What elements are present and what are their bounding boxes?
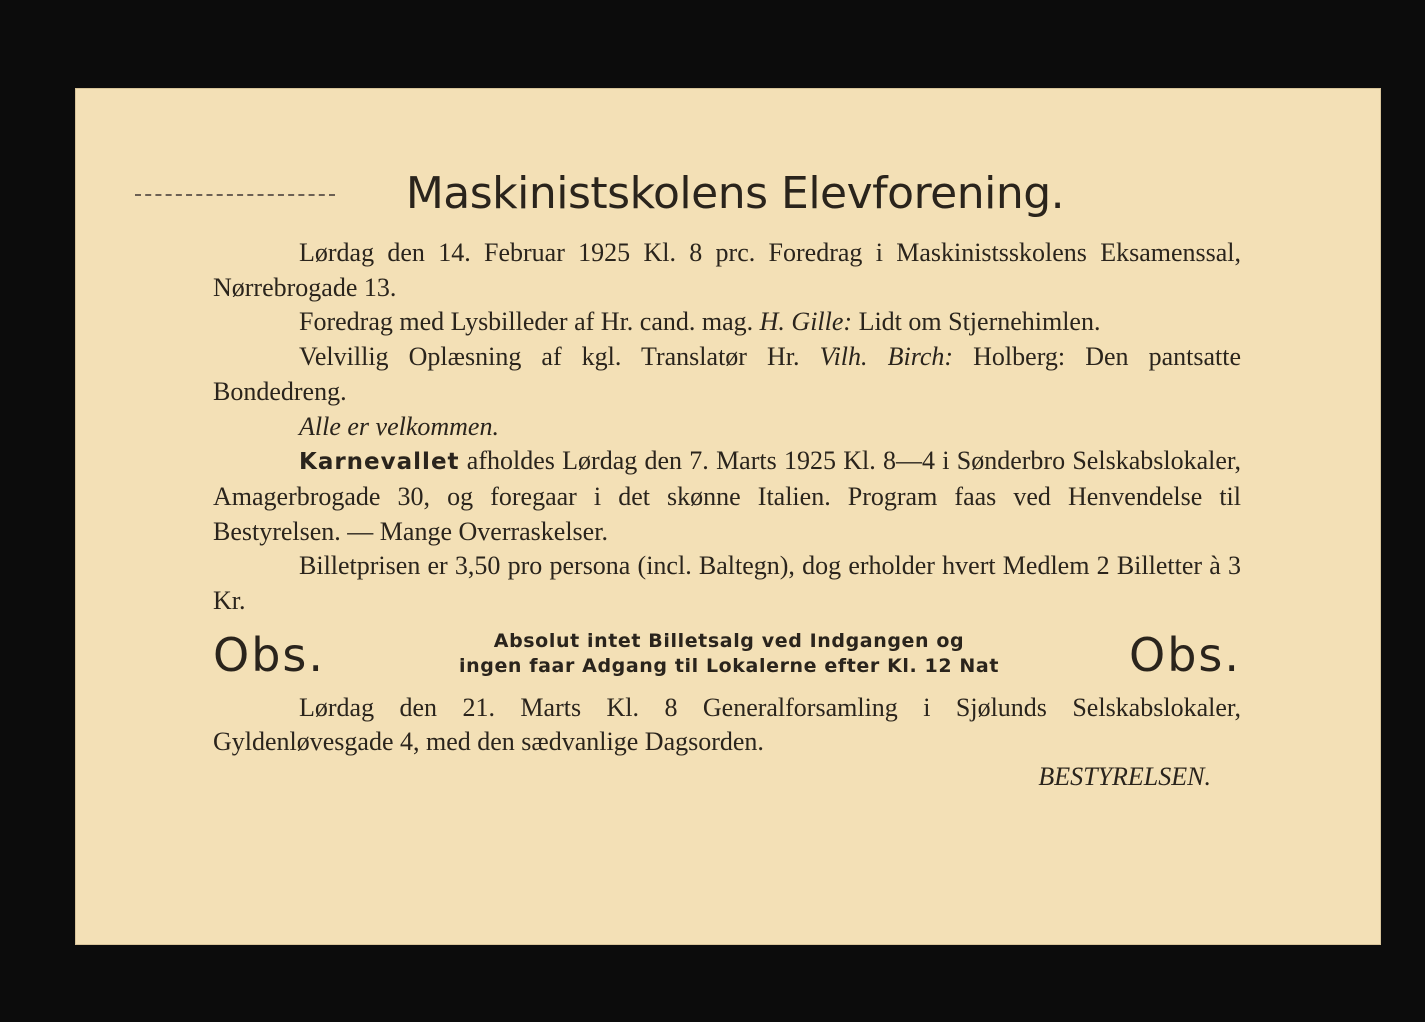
paragraph-february-lecture: Lørdag den 14. Februar 1925 Kl. 8 prc. Foredrag i Maskinistsskolens Eksamenssal, Nørrebrogade 13. xyxy=(213,238,1241,302)
paragraph-ticket-price: Billetprisen er 3,50 pro persona (incl. Baltegn), dog erholder hvert Medlem 2 Billetter à 3 Kr. xyxy=(213,551,1241,616)
paragraph-reading xyxy=(213,340,1241,409)
lecturer-name: H. Gille: xyxy=(759,307,853,337)
obs-right-label: Obs. xyxy=(1129,627,1241,682)
postcard xyxy=(75,88,1381,945)
postmark-trace xyxy=(135,194,335,198)
obs-line-2: ingen faar Adgang til Lokalerne efter Kl. 12 Nat xyxy=(459,654,999,677)
reading-text-post: Holberg: Den pantsatte Bondedreng. xyxy=(213,342,1242,406)
obs-notice xyxy=(213,627,1241,685)
reading-text-pre: Velvillig Oplæsning af kgl. Translatør Hr. xyxy=(299,342,820,372)
paragraph-carnival xyxy=(213,444,1241,549)
paragraph-welcome: Alle er velkommen. xyxy=(299,411,499,441)
paragraph-general-assembly: Lørdag den 21. Marts Kl. 8 Generalforsamling i Sjølunds Selskabslokaler, Gyldenløvesgade 4, med den sædvanlige Dagsorden. xyxy=(213,692,1241,757)
signature: BESTYRELSEN. xyxy=(1038,762,1211,792)
obs-left-label: Obs. xyxy=(213,627,325,682)
carnival-text: afholdes Lørdag den 7. Marts 1925 Kl. 8—4 i Sønderbro Selskabslokaler, Amagerbrogade 30, og foregaar i det skønne Italien. Program faas ved Henvendelse til Bestyrelsen. — Mange Overraskelser. xyxy=(213,446,1241,546)
obs-line-1: Absolut intet Billetsalg ved Indgangen og xyxy=(493,629,965,652)
lecture-text-pre: Foredrag med Lysbilleder af Hr. cand. mag. xyxy=(299,307,760,337)
obs-notice-text xyxy=(375,629,1083,679)
carnival-heading: Karnevallet xyxy=(299,449,460,476)
card-title: Maskinistskolens Elevforening. xyxy=(405,168,1065,219)
paragraph-slides-lecture xyxy=(213,305,1241,340)
reader-name: Vilh. Birch: xyxy=(819,342,954,372)
lecture-text-post: Lidt om Stjernehimlen. xyxy=(852,307,1101,337)
card-body xyxy=(213,236,1241,795)
